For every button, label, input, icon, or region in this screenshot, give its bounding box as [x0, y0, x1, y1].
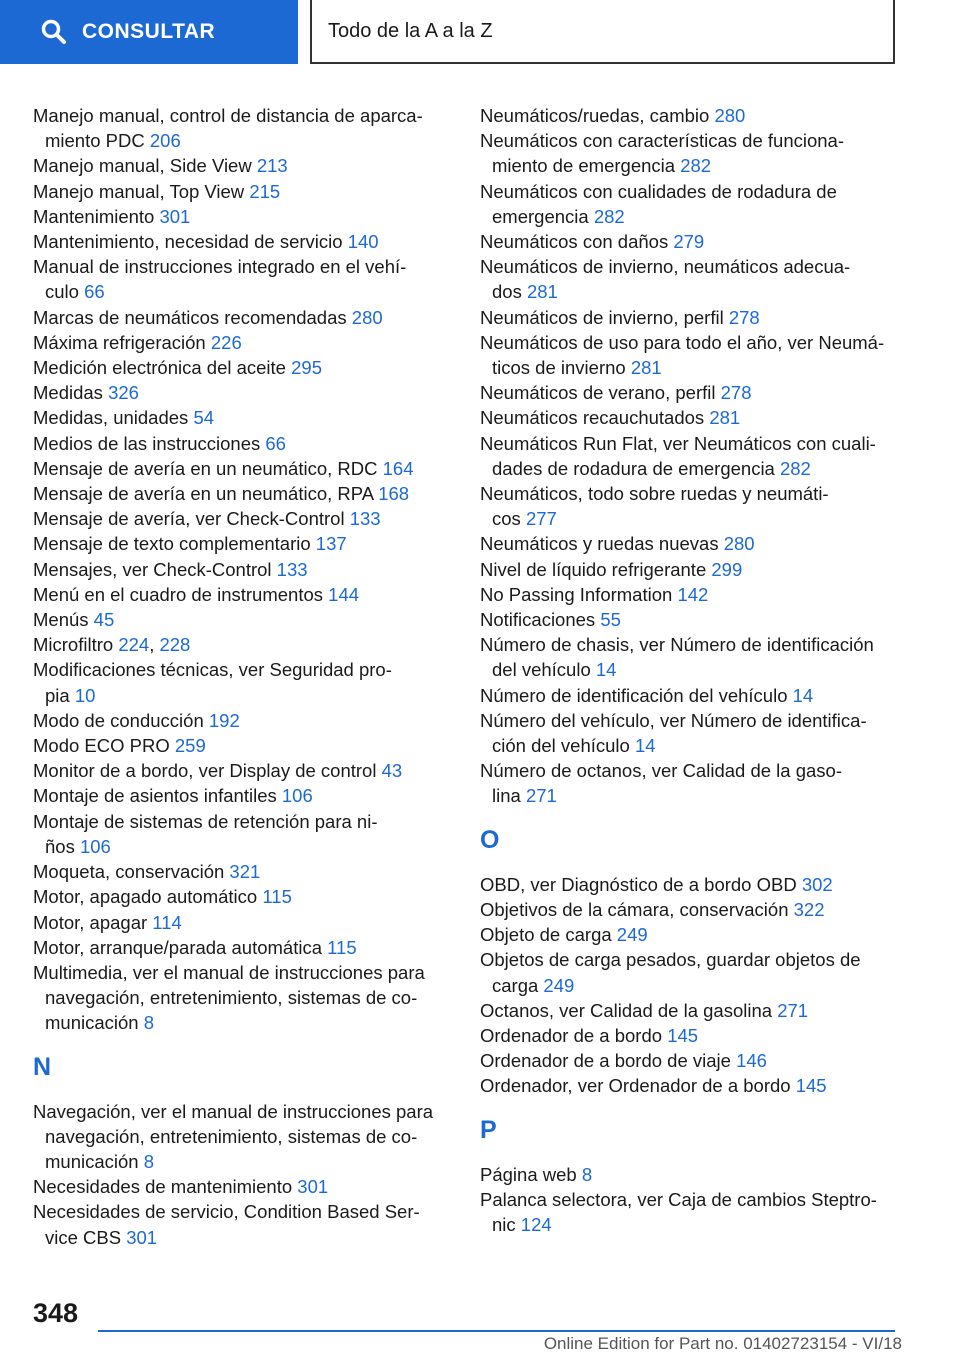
page-link[interactable]: 249: [616, 924, 648, 946]
index-entry-text: Notificaciones: [480, 609, 596, 631]
index-entry-text: Nivel de líquido refrigerante: [480, 558, 707, 580]
index-entry: [480, 897, 900, 922]
page-link[interactable]: 282: [779, 457, 811, 479]
page-link[interactable]: 322: [793, 898, 825, 920]
index-entry-text: lina: [492, 785, 521, 807]
index-entry: [480, 1162, 900, 1187]
index-entry: [33, 960, 453, 1036]
index-entry: [480, 872, 900, 897]
index-entry: [480, 1187, 900, 1237]
index-entry: [33, 355, 453, 380]
index-entry: [33, 884, 453, 909]
page-link[interactable]: 115: [327, 936, 357, 958]
index-entry-text: Modificaciones técnicas, ver Seguridad pro-: [33, 659, 392, 681]
index-entry: [33, 405, 453, 430]
index-entry-text: Medidas: [33, 382, 103, 404]
index-entry-text: Neumáticos, todo sobre ruedas y neumáti-: [480, 483, 829, 505]
index-entry-text: Modo ECO PRO: [33, 735, 170, 757]
page-link[interactable]: 226: [210, 331, 242, 353]
page-link[interactable]: 295: [291, 357, 322, 379]
page-link[interactable]: 114: [152, 911, 182, 933]
index-entry-text: Marcas de neumáticos recomendadas: [33, 306, 347, 328]
index-entry-text: navegación, entretenimiento, sistemas de co-: [45, 987, 418, 1009]
index-entry-text: Mantenimiento: [33, 205, 155, 227]
page-link[interactable]: 301: [297, 1176, 329, 1198]
consultar-tab[interactable]: [0, 0, 298, 64]
page-link[interactable]: 8: [581, 1163, 593, 1185]
page-link[interactable]: 249: [543, 974, 575, 996]
index-entry-text: pia: [45, 684, 70, 706]
page-link[interactable]: 224: [118, 634, 150, 656]
page-link[interactable]: 302: [801, 873, 833, 895]
index-entry-text: Motor, apagado automático: [33, 886, 258, 908]
index-entry: [480, 582, 900, 607]
index-entry-text: municación: [45, 1012, 139, 1034]
page-link[interactable]: 299: [711, 558, 743, 580]
page-link[interactable]: 164: [382, 457, 414, 479]
page-link[interactable]: 282: [680, 155, 712, 177]
index-entry-text: Neumáticos con cualidades de rodadura de: [480, 180, 837, 202]
index-entry-text: ción del vehículo: [492, 735, 630, 757]
page-link[interactable]: 271: [525, 785, 557, 807]
page-link[interactable]: 301: [126, 1226, 158, 1248]
index-entry: [480, 481, 900, 531]
page-link[interactable]: 137: [315, 533, 347, 555]
index-entry-text: carga: [492, 974, 539, 996]
index-entry-text: Número del vehículo, ver Número de identifica-: [480, 709, 867, 731]
index-entry: [480, 557, 900, 582]
page-link[interactable]: 45: [93, 609, 115, 631]
index-entry: [480, 1048, 900, 1073]
index-entry-text: Neumáticos de invierno, neumáticos adecua-: [480, 256, 851, 278]
index-entry: [480, 380, 900, 405]
page-link[interactable]: 326: [108, 382, 139, 404]
page-link[interactable]: 14: [595, 659, 617, 681]
index-entry: [33, 910, 453, 935]
page-link[interactable]: 281: [709, 407, 741, 429]
index-entry: [33, 380, 453, 405]
index-entry: [480, 708, 900, 758]
index-entry: [33, 179, 453, 204]
index-entry: [33, 557, 453, 582]
index-entry-text: OBD, ver Diagnóstico de a bordo OBD: [480, 873, 797, 895]
index-entry: Microfiltro 224, 228: [33, 634, 191, 656]
index-entry: [480, 229, 900, 254]
index-entry-text: Mensaje de texto complementario: [33, 533, 311, 555]
index-entry-text: navegación, entretenimiento, sistemas de co-: [45, 1125, 418, 1147]
index-entry-text: Número de octanos, ver Calidad de la gaso-: [480, 760, 842, 782]
index-entry: [480, 1073, 900, 1098]
index-entry-text: Mantenimiento, necesidad de servicio: [33, 231, 343, 253]
index-entry-text: Necesidades de mantenimiento: [33, 1176, 293, 1198]
index-entry: [33, 783, 453, 808]
index-entry: [33, 758, 453, 783]
index-entry-text: Menús: [33, 609, 89, 631]
index-entry: [33, 1174, 453, 1199]
index-entry: [33, 481, 453, 506]
page-link[interactable]: 280: [351, 306, 383, 328]
index-entry: [33, 809, 453, 859]
index-entry-text: Mensaje de avería en un neumático, RDC: [33, 457, 378, 479]
index-entry: [33, 531, 453, 556]
index-entry-text: ños: [45, 835, 75, 857]
index-entry: [480, 947, 900, 997]
index-entry-text: Monitor de a bordo, ver Display de control: [33, 760, 377, 782]
index-entry: [480, 254, 900, 304]
index-entry: [480, 103, 900, 128]
index-entry: [33, 153, 453, 178]
page-link[interactable]: 8: [143, 1012, 155, 1034]
index-entry: [33, 506, 453, 531]
index-entry: [33, 254, 453, 304]
page-link[interactable]: 14: [792, 684, 814, 706]
index-entry-text: Página web: [480, 1163, 577, 1185]
page-link[interactable]: 321: [229, 861, 261, 883]
page-link[interactable]: 277: [525, 508, 557, 530]
index-entry-text: Neumáticos de invierno, perfil: [480, 306, 724, 328]
index-entry-text: Neumáticos/ruedas, cambio: [480, 105, 710, 126]
index-entry-text: Palanca selectora, ver Caja de cambios Steptro-: [480, 1188, 877, 1210]
page-link[interactable]: 301: [159, 205, 191, 227]
index-entry: [33, 229, 453, 254]
page-link[interactable]: 278: [720, 382, 752, 404]
index-letter-heading: O: [480, 825, 500, 854]
index-entry-text: Neumáticos de uso para todo el año, ver Neumá-: [480, 331, 885, 353]
page-link[interactable]: 142: [677, 583, 709, 605]
index-entry: [33, 859, 453, 884]
index-entry-text: Manejo manual, Top View: [33, 180, 245, 202]
index-entry: [480, 683, 900, 708]
index-entry-text: Objetos de carga pesados, guardar objetos de: [480, 949, 861, 971]
index-entry: [480, 431, 900, 481]
index-entry: [33, 935, 453, 960]
consultar-label: CONSULTAR: [82, 20, 216, 43]
page-link[interactable]: 168: [378, 483, 410, 505]
index-entry-text: Octanos, ver Calidad de la gasolina: [480, 999, 773, 1021]
index-entry-text: Mensaje de avería en un neumático, RPA: [33, 483, 374, 505]
index-entry-text: Neumáticos y ruedas nuevas: [480, 533, 719, 555]
index-entry: [480, 128, 900, 178]
index-entry: [480, 330, 900, 380]
index-entry-text: municación: [45, 1150, 139, 1172]
index-entry-text: Moqueta, conservación: [33, 861, 225, 883]
index-entry-text: emergencia: [492, 205, 589, 227]
index-entry-text: miento de emergencia: [492, 155, 676, 177]
index-entry: [480, 179, 900, 229]
index-entry: [33, 657, 453, 707]
index-entry-text: Medición electrónica del aceite: [33, 357, 286, 379]
page-link[interactable]: 43: [381, 760, 403, 782]
page-link[interactable]: 8: [143, 1150, 155, 1172]
index-entry-text: Montaje de asientos infantiles: [33, 785, 277, 807]
index-entry-text: Motor, apagar: [33, 911, 148, 933]
index-entry: [33, 607, 453, 632]
index-column-right: [480, 103, 900, 1237]
index-entry-text: Medios de las instrucciones: [33, 432, 261, 454]
index-entry-text: Objeto de carga: [480, 924, 612, 946]
index-entry-text: Manejo manual, control de distancia de aparca-: [33, 105, 423, 126]
index-entry-text: No Passing Information: [480, 583, 673, 605]
index-entry-text: Número de chasis, ver Número de identificación: [480, 634, 874, 656]
page-link[interactable]: 106: [79, 835, 111, 857]
index-entry: [33, 1199, 453, 1249]
page-link[interactable]: 133: [276, 558, 308, 580]
page-link[interactable]: 10: [74, 684, 96, 706]
index-entry-text: Neumáticos recauchutados: [480, 407, 705, 429]
index-column-left: [33, 103, 453, 1250]
index-entry-text: Navegación, ver el manual de instrucciones para: [33, 1100, 434, 1122]
page-number: 348: [33, 1298, 79, 1328]
index-entry-text: vice CBS: [45, 1226, 122, 1248]
index-letter-heading: P: [480, 1115, 497, 1144]
footer-divider: [98, 1330, 895, 1332]
index-entry-text: Ordenador de a bordo de viaje: [480, 1050, 731, 1072]
index-entry-text: Modo de conducción: [33, 709, 204, 731]
page-link[interactable]: 14: [634, 735, 656, 757]
index-entry-text: dos: [492, 281, 522, 303]
index-entry-text: Montaje de sistemas de retención para ni-: [33, 810, 378, 832]
page-link[interactable]: 140: [347, 231, 379, 253]
page-link[interactable]: 192: [208, 709, 240, 731]
page-link[interactable]: 228: [159, 634, 191, 656]
index-entry-text: nic: [492, 1213, 516, 1235]
index-entry-text: Número de identificación del vehículo: [480, 684, 788, 706]
index-entry-text: Ordenador, ver Ordenador de a bordo: [480, 1075, 791, 1097]
index-entry: [33, 456, 453, 481]
index-entry-text: del vehículo: [492, 659, 591, 681]
section-title: Todo de la A a la Z: [328, 19, 493, 42]
page-link[interactable]: 278: [728, 306, 760, 328]
page-link[interactable]: 55: [600, 609, 621, 631]
index-entry-text: Neumáticos de verano, perfil: [480, 382, 716, 404]
index-entry: [33, 330, 453, 355]
page-link[interactable]: 145: [795, 1075, 827, 1097]
page-link[interactable]: 215: [249, 180, 281, 202]
page-link[interactable]: 271: [777, 999, 809, 1021]
page-link[interactable]: 279: [673, 231, 705, 253]
index-entry: [33, 582, 453, 607]
index-entry-text: Multimedia, ver el manual de instrucciones para: [33, 961, 425, 983]
index-entry: [480, 607, 900, 632]
page-link[interactable]: 282: [593, 205, 625, 227]
index-entry-text: Neumáticos Run Flat, ver Neumáticos con cuali-: [480, 432, 876, 454]
page-link[interactable]: 146: [736, 1050, 767, 1072]
index-entry-text: Ordenador de a bordo: [480, 1024, 663, 1046]
index-entry: [480, 405, 900, 430]
index-entry: [480, 998, 900, 1023]
page-link[interactable]: 115: [262, 886, 292, 908]
index-entry-text: Manejo manual, Side View: [33, 155, 252, 177]
index-entry-text: Mensaje de avería, ver Check-Control: [33, 508, 345, 530]
index-entry: [480, 305, 900, 330]
index-entry-text: miento PDC: [45, 130, 145, 152]
page-link[interactable]: 259: [174, 735, 206, 757]
index-entry-text: culo: [45, 281, 79, 303]
page-link[interactable]: 106: [281, 785, 313, 807]
index-entry: [33, 708, 453, 733]
index-entry: [480, 922, 900, 947]
index-entry-text: Manual de instrucciones integrado en el vehí-: [33, 256, 407, 278]
search-icon: [40, 18, 68, 46]
index-entry: [33, 733, 453, 758]
index-entry-text: Microfiltro: [33, 634, 114, 656]
index-entry: [33, 103, 453, 153]
index-entry-text: Mensajes, ver Check-Control: [33, 558, 272, 580]
index-entry-text: Medidas, unidades: [33, 407, 189, 429]
index-letter-heading: N: [33, 1052, 52, 1081]
page-link[interactable]: 281: [630, 357, 662, 379]
index-entry-text: Motor, arranque/parada automática: [33, 936, 322, 958]
page-link[interactable]: 280: [723, 533, 755, 555]
page-link[interactable]: 145: [667, 1024, 699, 1046]
index-entry-text: ticos de invierno: [492, 357, 626, 379]
page-link[interactable]: 54: [193, 407, 215, 429]
index-entry-text: Máxima refrigeración: [33, 331, 206, 353]
section-title-tab[interactable]: [310, 0, 895, 64]
page-link[interactable]: 124: [520, 1213, 552, 1235]
index-entry-text: dades de rodadura de emergencia: [492, 457, 775, 479]
page-link[interactable]: 133: [349, 508, 381, 530]
index-entry: [480, 531, 900, 556]
index-entry: [480, 632, 900, 682]
index-entry: [480, 1023, 900, 1048]
index-entry-text: cos: [492, 508, 521, 530]
index-entry-text: Neumáticos con características de funciona-: [480, 130, 845, 152]
page-link[interactable]: 281: [526, 281, 558, 303]
page-link[interactable]: 66: [84, 281, 105, 303]
index-entry: [33, 305, 453, 330]
page-link[interactable]: 66: [265, 432, 286, 454]
index-entry-text: Objetivos de la cámara, conservación: [480, 898, 789, 920]
page-link[interactable]: 213: [256, 155, 288, 177]
page-link[interactable]: 206: [149, 130, 181, 152]
index-entry: [33, 1099, 453, 1175]
page-link[interactable]: 144: [328, 583, 360, 605]
index-entry-text: Necesidades de servicio, Condition Based Ser-: [33, 1201, 420, 1223]
index-entry: [480, 758, 900, 808]
index-entry: [33, 204, 453, 229]
index-entry-text: Menú en el cuadro de instrumentos: [33, 583, 324, 605]
index-entry-text: Neumáticos con daños: [480, 231, 669, 253]
index-entry: [33, 431, 453, 456]
page-link[interactable]: 280: [714, 105, 746, 126]
footer-edition-text: Online Edition for Part no. 01402723154 - VI/18: [543, 1334, 902, 1353]
